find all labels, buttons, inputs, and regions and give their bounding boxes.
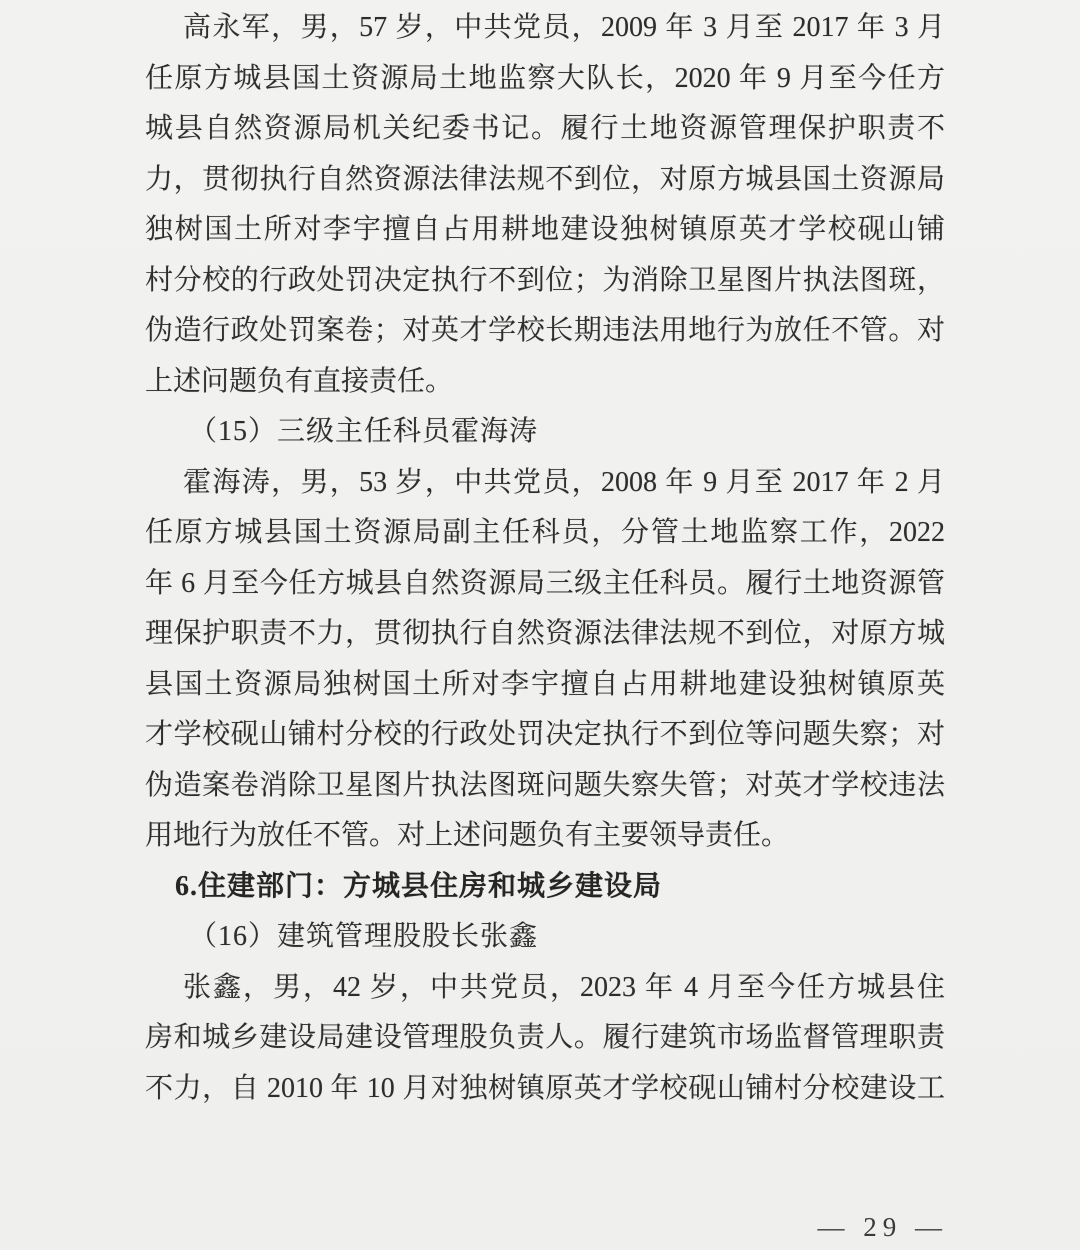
text-line: 县国土资源局独树国土所对李宇擅自占用耕地建设独树镇原英 bbox=[145, 668, 945, 700]
text-line: 任原方城县国土资源局副主任科员，分管土地监察工作，2022 bbox=[145, 517, 945, 548]
text-line: 村分校的行政处罚决定执行不到位；为消除卫星图片执法图斑， bbox=[145, 264, 945, 296]
text-line: 不力，自 2010 年 10 月对独树镇原英才学校砚山铺村分校建设工 bbox=[145, 1072, 945, 1104]
page-body bbox=[145, 3, 945, 1114]
text-line: 房和城乡建设局建设管理股负责人。履行建筑市场监督管理职责 bbox=[145, 1022, 945, 1053]
section-heading-line: 6.住建部门：方城县住房和城乡建设局 bbox=[175, 870, 663, 902]
text-line: 力，贯彻执行自然资源法律法规不到位，对原方城县国土资源局 bbox=[145, 163, 945, 195]
text-line: 城县自然资源局机关纪委书记。履行土地资源管理保护职责不 bbox=[145, 113, 945, 144]
text-line: 才学校砚山铺村分校的行政处罚决定执行不到位等问题失察；对 bbox=[145, 719, 945, 750]
text-line: 用地行为放任不管。对上述问题负有主要领导责任。 bbox=[145, 820, 790, 851]
item-heading-line: （16）建筑管理股股长张鑫 bbox=[189, 921, 539, 952]
text-line: 张鑫，男，42 岁，中共党员，2023 年 4 月至今任方城县住 bbox=[183, 971, 945, 1003]
text-line: 伪造行政处罚案卷；对英才学校长期违法用地行为放任不管。对 bbox=[145, 315, 945, 346]
text-line: 上述问题负有直接责任。 bbox=[145, 365, 454, 397]
text-line: 理保护职责不力，贯彻执行自然资源法律法规不到位，对原方城 bbox=[145, 618, 945, 649]
text-line: 年 6 月至今任方城县自然资源局三级主任科员。履行土地资源管 bbox=[145, 567, 945, 599]
text-line: 独树国土所对李宇擅自占用耕地建设独树镇原英才学校砚山铺 bbox=[145, 214, 945, 245]
text-line: 伪造案卷消除卫星图片执法图斑问题失察失管；对英才学校违法 bbox=[145, 769, 945, 801]
text-line: 高永军，男，57 岁，中共党员，2009 年 3 月至 2017 年 3 月 bbox=[183, 12, 945, 43]
item-heading-line: （15）三级主任科员霍海涛 bbox=[189, 416, 539, 447]
text-line: 霍海涛，男，53 岁，中共党员，2008 年 9 月至 2017 年 2 月 bbox=[183, 466, 945, 498]
text-line: 任原方城县国土资源局土地监察大队长，2020 年 9 月至今任方 bbox=[145, 62, 945, 94]
page-number: — 29 — bbox=[817, 1212, 948, 1242]
